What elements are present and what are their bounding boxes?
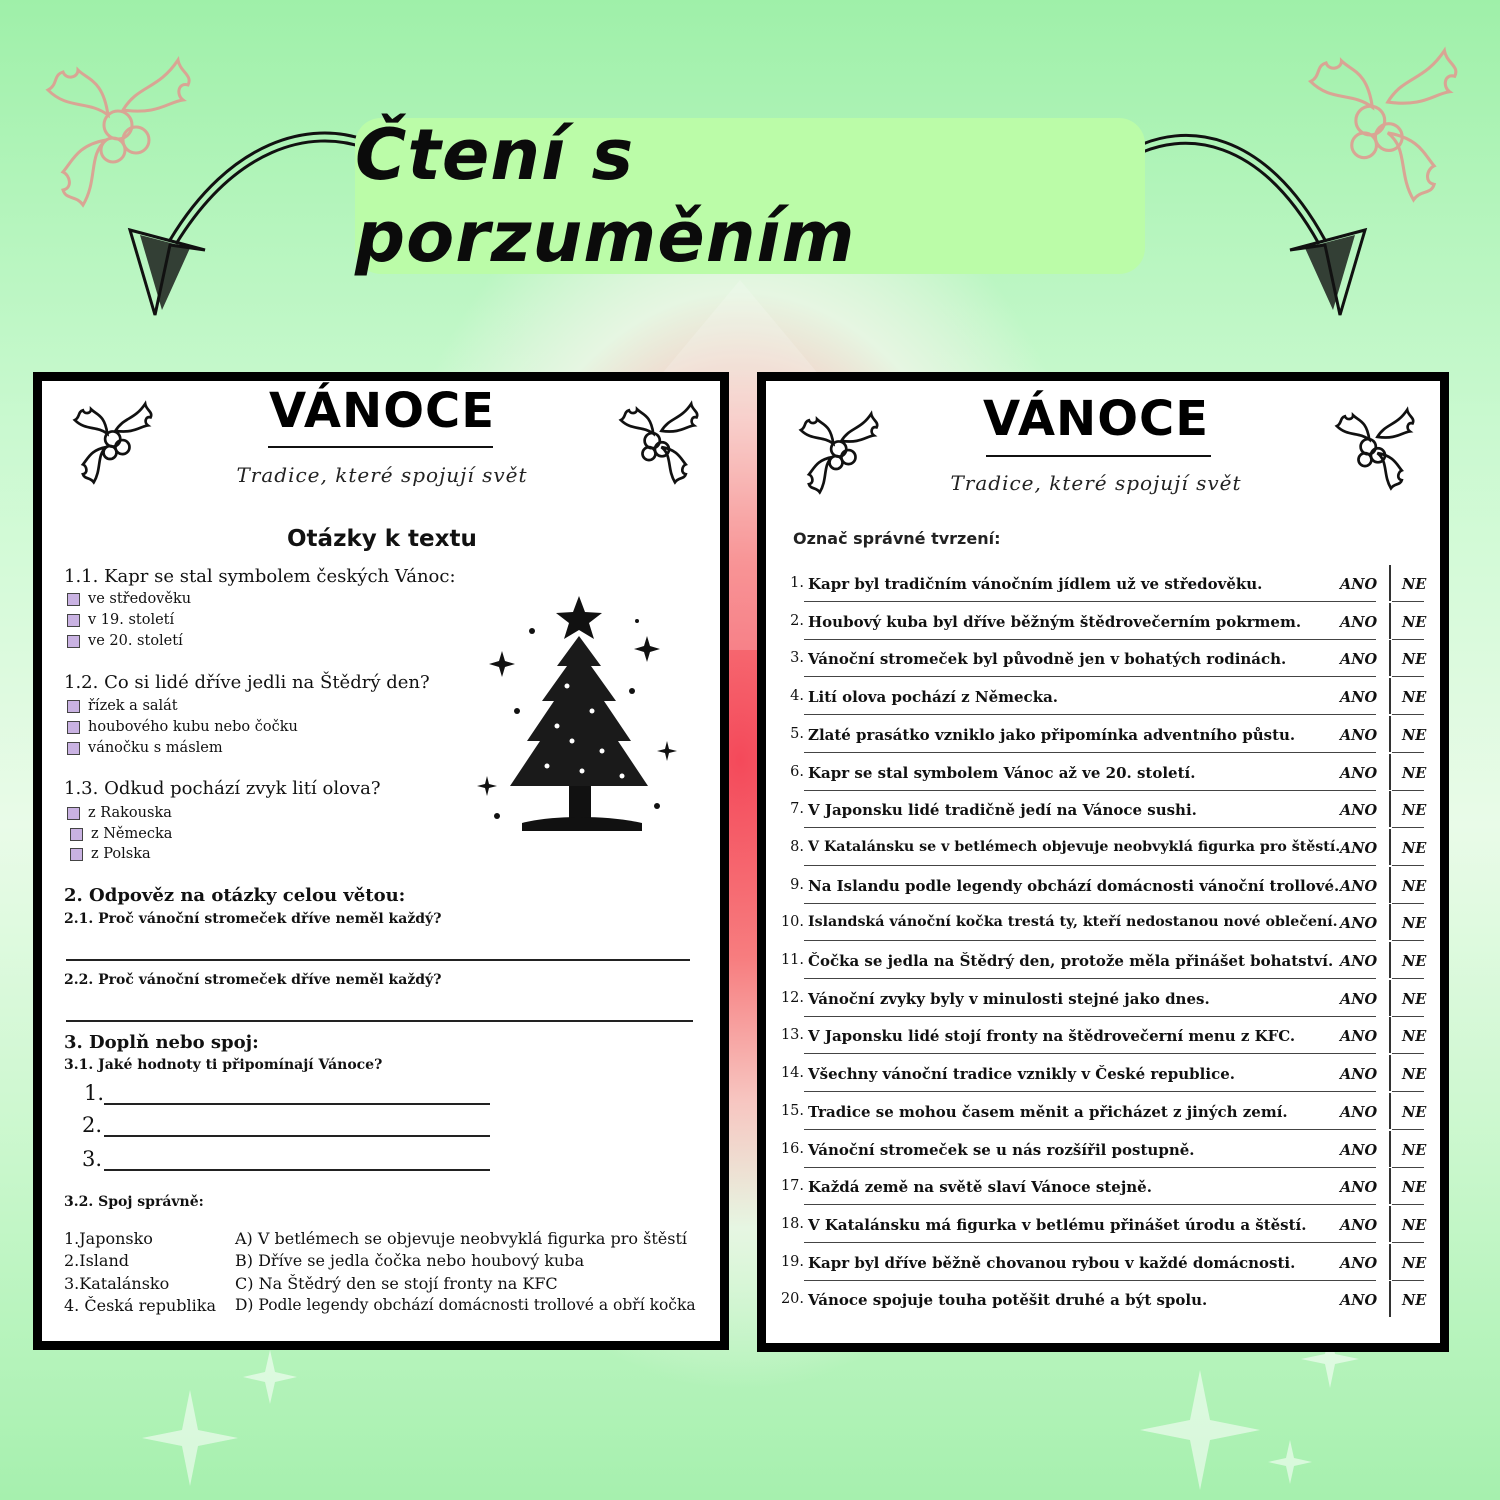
- row-divider: [1392, 1242, 1424, 1243]
- statement-text: Kapr se stal symbolem Vánoc až ve 20. století.: [808, 764, 1196, 782]
- answer-separator: [1389, 867, 1391, 903]
- row-divider: [1392, 639, 1424, 640]
- worksheet-questions: [33, 372, 729, 1350]
- checkbox-icon[interactable]: [67, 721, 80, 734]
- answer-yes[interactable]: ANO: [1340, 1179, 1378, 1196]
- sheet-title: VÁNOCE: [268, 383, 496, 439]
- statement-text: Islandská vánoční kočka trestá ty, kteří nedostanou nové oblečení.: [808, 914, 1338, 930]
- answer-separator: [1389, 1281, 1391, 1317]
- row-divider: [804, 1204, 1376, 1205]
- statement-text: Kapr byl dříve běžně chovanou rybou v každé domácnosti.: [808, 1254, 1296, 1272]
- option-1-3-b[interactable]: z Německa: [70, 826, 172, 842]
- answer-separator: [1389, 1055, 1391, 1091]
- statement-text: Čočka se jedla na Štědrý den, protože měla přinášet bohatství.: [808, 952, 1334, 970]
- statement-row: [774, 988, 1434, 1018]
- statement-text: V Japonsku lidé stojí fronty na štědrovečerní menu z KFC.: [808, 1027, 1296, 1045]
- statement-number: 12.: [780, 990, 804, 1006]
- statement-number: 19.: [780, 1254, 804, 1270]
- option-1-1-a[interactable]: ve středověku: [67, 591, 191, 607]
- statement-text: Vánoční stromeček byl původně jen v bohatých rodinách.: [808, 650, 1287, 668]
- row-divider: [1392, 790, 1424, 791]
- answer-yes[interactable]: ANO: [1340, 1217, 1378, 1234]
- row-divider: [1392, 827, 1424, 828]
- answer-no[interactable]: NE: [1402, 614, 1427, 631]
- option-1-2-b[interactable]: houbového kubu nebo čočku: [67, 719, 298, 735]
- row-divider: [1392, 978, 1424, 979]
- statement-row: [774, 1139, 1434, 1169]
- answer-no[interactable]: NE: [1402, 727, 1427, 744]
- checkbox-icon[interactable]: [67, 807, 80, 820]
- checkbox-icon[interactable]: [70, 848, 83, 861]
- statement-number: 14.: [780, 1065, 804, 1081]
- answer-no[interactable]: NE: [1402, 802, 1427, 819]
- statement-text: Každá země na světě slaví Vánoce stejně.: [808, 1178, 1152, 1196]
- holly-icon: [610, 393, 702, 485]
- option-1-2-c[interactable]: vánočku s máslem: [67, 740, 223, 756]
- statement-row: [774, 686, 1434, 716]
- statement-text: V Katalánsku má figurka v betlému přinášet úrodu a štěstí.: [808, 1216, 1307, 1234]
- row-divider: [1392, 903, 1424, 904]
- statement-row: [774, 912, 1434, 942]
- match-right-d[interactable]: D) Podle legendy obchází domácnosti trollové a obří kočka: [235, 1296, 696, 1314]
- holly-icon: [1326, 399, 1418, 491]
- statement-row: [774, 1252, 1434, 1282]
- statement-number: 1.: [790, 575, 804, 591]
- row-divider: [1392, 940, 1424, 941]
- sparkle-icon: [243, 1350, 297, 1404]
- row-divider: [804, 1167, 1376, 1168]
- statement-number: 15.: [780, 1103, 804, 1119]
- statement-row: [774, 837, 1434, 867]
- worksheet-true-false: [757, 372, 1449, 1352]
- statement-row: [774, 762, 1434, 792]
- row-divider: [804, 676, 1376, 677]
- answer-separator: [1389, 1168, 1391, 1204]
- row-divider: [804, 827, 1376, 828]
- row-divider: [804, 790, 1376, 791]
- row-divider: [804, 1280, 1376, 1281]
- curved-arrow-icon: [1115, 120, 1385, 330]
- statement-row: [774, 611, 1434, 641]
- checkbox-icon[interactable]: [67, 614, 80, 627]
- statement-text: Zlaté prasátko vzniklo jako připomínka adventního půstu.: [808, 726, 1296, 744]
- title-banner: [355, 114, 1145, 278]
- answer-yes[interactable]: ANO: [1340, 1066, 1378, 1083]
- answer-yes[interactable]: ANO: [1340, 765, 1378, 782]
- answer-yes[interactable]: ANO: [1340, 878, 1378, 895]
- statement-number: 4.: [790, 688, 804, 704]
- answer-separator: [1389, 904, 1391, 940]
- statement-text: Houbový kuba byl dříve běžným štědrovečerním pokrmem.: [808, 613, 1302, 631]
- answer-no[interactable]: NE: [1402, 576, 1427, 593]
- statement-number: 13.: [780, 1027, 804, 1043]
- answer-no[interactable]: NE: [1402, 651, 1427, 668]
- curved-arrow-icon: [110, 120, 380, 330]
- answer-separator: [1389, 603, 1391, 639]
- statement-row: [774, 950, 1434, 980]
- section-3-heading: 3. Doplň nebo spoj:: [64, 1032, 259, 1053]
- row-divider: [804, 1091, 1376, 1092]
- row-divider: [1392, 1280, 1424, 1281]
- checkbox-icon[interactable]: [70, 828, 83, 841]
- answer-separator: [1389, 1093, 1391, 1129]
- statement-row: [774, 1176, 1434, 1206]
- instruction-text: Označ správné tvrzení:: [793, 529, 1001, 548]
- question-3-1: 3.1. Jaké hodnoty ti připomínají Vánoce?: [64, 1057, 383, 1073]
- statement-row: [774, 1101, 1434, 1131]
- answer-no[interactable]: NE: [1402, 878, 1427, 895]
- row-divider: [1392, 752, 1424, 753]
- statement-text: Vánoce spojuje touha potěšit druhé a být spolu.: [808, 1291, 1208, 1309]
- answer-separator: [1389, 1244, 1391, 1280]
- answer-separator: [1389, 565, 1391, 601]
- answer-separator: [1389, 1017, 1391, 1053]
- answer-yes[interactable]: ANO: [1340, 1142, 1378, 1159]
- answer-yes[interactable]: ANO: [1340, 1104, 1378, 1121]
- statement-row: [774, 1289, 1434, 1319]
- answer-yes[interactable]: ANO: [1340, 689, 1378, 706]
- match-right-a[interactable]: A) V betlémech se objevuje neobvyklá figurka pro štěstí: [235, 1229, 687, 1248]
- question-1-3: 1.3. Odkud pochází zvyk lití olova?: [64, 778, 381, 799]
- sheet-title: VÁNOCE: [982, 391, 1210, 447]
- statement-number: 9.: [790, 877, 804, 893]
- answer-no[interactable]: NE: [1402, 765, 1427, 782]
- answer-yes[interactable]: ANO: [1340, 991, 1378, 1008]
- blank-number: 2.: [82, 1113, 103, 1137]
- row-divider: [804, 978, 1376, 979]
- answer-separator: [1389, 716, 1391, 752]
- answer-yes[interactable]: ANO: [1340, 727, 1378, 744]
- row-divider: [804, 601, 1376, 602]
- statement-number: 6.: [790, 764, 804, 780]
- answer-separator: [1389, 791, 1391, 827]
- option-1-3-c[interactable]: z Polska: [70, 846, 151, 862]
- checkbox-icon[interactable]: [67, 700, 80, 713]
- row-divider: [804, 1016, 1376, 1017]
- blank-line-2[interactable]: [104, 1135, 490, 1137]
- question-3-2: 3.2. Spoj správně:: [64, 1194, 204, 1210]
- statement-text: Vánoční zvyky byly v minulosti stejné jako dnes.: [808, 990, 1210, 1008]
- answer-no[interactable]: NE: [1402, 1142, 1427, 1159]
- answer-separator: [1389, 980, 1391, 1016]
- statement-number: 20.: [780, 1291, 804, 1307]
- statement-number: 10.: [780, 914, 804, 930]
- match-right-c[interactable]: C) Na Štědrý den se stojí fronty na KFC: [235, 1274, 558, 1293]
- statement-text: Lití olova pochází z Německa.: [808, 688, 1059, 706]
- title-divider: [986, 455, 1211, 457]
- statement-row: [774, 875, 1434, 905]
- match-left-2[interactable]: 2.Island: [64, 1251, 129, 1270]
- statement-text: V Japonsku lidé tradičně jedí na Vánoce sushi.: [808, 801, 1197, 819]
- statement-number: 17.: [780, 1178, 804, 1194]
- statement-text: Vánoční stromeček se u nás rozšířil postupně.: [808, 1141, 1195, 1159]
- section-2-heading: 2. Odpověz na otázky celou větou:: [64, 885, 406, 906]
- sparkle-icon: [1140, 1370, 1260, 1490]
- answer-separator: [1389, 640, 1391, 676]
- option-1-1-b[interactable]: v 19. století: [67, 612, 174, 628]
- option-1-2-a[interactable]: řízek a salát: [67, 698, 178, 714]
- sparkle-icon: [142, 1390, 238, 1486]
- answer-separator: [1389, 1206, 1391, 1242]
- statement-row: [774, 648, 1434, 678]
- row-divider: [1392, 865, 1424, 866]
- question-2-1: 2.1. Proč vánoční stromeček dříve neměl každý?: [64, 911, 442, 927]
- statement-number: 18.: [780, 1216, 804, 1232]
- answer-no[interactable]: NE: [1402, 1066, 1427, 1083]
- answer-separator: [1389, 942, 1391, 978]
- questions-heading: Otázky k textu: [287, 526, 477, 552]
- sheet-subtitle: Tradice, které spojují svět: [950, 471, 1242, 495]
- answer-line-2-1[interactable]: [66, 959, 690, 961]
- row-divider: [1392, 1091, 1424, 1092]
- banner-title: Čtení s porzuměním: [355, 114, 856, 278]
- answer-separator: [1389, 754, 1391, 790]
- answer-yes[interactable]: ANO: [1340, 840, 1378, 857]
- answer-no[interactable]: NE: [1402, 689, 1427, 706]
- statement-number: 11.: [780, 952, 804, 968]
- row-divider: [1392, 1129, 1424, 1130]
- answer-no[interactable]: NE: [1402, 991, 1427, 1008]
- christmas-tree-icon: [472, 591, 687, 851]
- row-divider: [804, 1053, 1376, 1054]
- statement-text: Všechny vánoční tradice vznikly v České republice.: [808, 1065, 1235, 1083]
- answer-no[interactable]: NE: [1402, 953, 1427, 970]
- option-1-1-c[interactable]: ve 20. století: [67, 633, 183, 649]
- question-1-1: 1.1. Kapr se stal symbolem českých Vánoc:: [64, 566, 456, 587]
- answer-no[interactable]: NE: [1402, 1255, 1427, 1272]
- statement-text: V Katalánsku se v betlémech objevuje neobvyklá figurka pro štěstí.: [808, 839, 1341, 855]
- answer-yes[interactable]: ANO: [1340, 651, 1378, 668]
- answer-no[interactable]: NE: [1402, 1028, 1427, 1045]
- row-divider: [1392, 1016, 1424, 1017]
- statement-number: 8.: [790, 839, 804, 855]
- answer-separator: [1389, 678, 1391, 714]
- option-1-3-a[interactable]: z Rakouska: [67, 805, 172, 821]
- answer-yes[interactable]: ANO: [1340, 1255, 1378, 1272]
- row-divider: [1392, 601, 1424, 602]
- checkbox-icon[interactable]: [67, 593, 80, 606]
- holly-icon: [790, 403, 882, 495]
- row-divider: [1392, 714, 1424, 715]
- row-divider: [804, 903, 1376, 904]
- question-1-2: 1.2. Co si lidé dříve jedli na Štědrý den?: [64, 672, 430, 693]
- row-divider: [1392, 1053, 1424, 1054]
- statement-text: Tradice se mohou časem měnit a přicházet z jiných zemí.: [808, 1103, 1288, 1121]
- answer-no[interactable]: NE: [1402, 1217, 1427, 1234]
- answer-no[interactable]: NE: [1402, 1292, 1427, 1309]
- blank-line-1[interactable]: [104, 1103, 490, 1105]
- sparkle-icon: [1268, 1440, 1312, 1484]
- answer-yes[interactable]: ANO: [1340, 802, 1378, 819]
- statement-number: 3.: [790, 650, 804, 666]
- row-divider: [804, 752, 1376, 753]
- statement-number: 5.: [790, 726, 804, 742]
- statement-number: 2.: [790, 613, 804, 629]
- answer-yes[interactable]: ANO: [1340, 953, 1378, 970]
- question-2-2: 2.2. Proč vánoční stromeček dříve neměl každý?: [64, 972, 442, 988]
- answer-line-2-2[interactable]: [66, 1020, 693, 1022]
- sheet-subtitle: Tradice, které spojují svět: [236, 463, 528, 487]
- answer-separator: [1389, 1131, 1391, 1167]
- answer-no[interactable]: NE: [1402, 1179, 1427, 1196]
- answer-no[interactable]: NE: [1402, 840, 1427, 857]
- statement-number: 7.: [790, 801, 804, 817]
- answer-no[interactable]: NE: [1402, 915, 1427, 932]
- match-left-4[interactable]: 4. Česká republika: [64, 1296, 216, 1315]
- blank-number: 3.: [82, 1147, 103, 1171]
- row-divider: [804, 714, 1376, 715]
- checkbox-icon[interactable]: [67, 742, 80, 755]
- row-divider: [1392, 676, 1424, 677]
- match-right-b[interactable]: B) Dříve se jedla čočka nebo houbový kuba: [235, 1251, 585, 1270]
- row-divider: [804, 1129, 1376, 1130]
- blank-line-3[interactable]: [104, 1169, 490, 1171]
- statement-row: [774, 1063, 1434, 1093]
- answer-yes[interactable]: ANO: [1340, 915, 1378, 932]
- answer-separator: [1389, 829, 1391, 865]
- statement-row: [774, 1025, 1434, 1055]
- statement-row: [774, 799, 1434, 829]
- row-divider: [804, 1242, 1376, 1243]
- title-divider: [268, 446, 493, 448]
- answer-no[interactable]: NE: [1402, 1104, 1427, 1121]
- row-divider: [1392, 1204, 1424, 1205]
- match-left-3[interactable]: 3.Katalánsko: [64, 1274, 170, 1293]
- statement-text: Kapr byl tradičním vánočním jídlem už ve středověku.: [808, 575, 1263, 593]
- answer-yes[interactable]: ANO: [1340, 1028, 1378, 1045]
- holly-icon: [64, 393, 156, 485]
- statement-row: [774, 1214, 1434, 1244]
- answer-yes[interactable]: ANO: [1340, 614, 1378, 631]
- match-left-1[interactable]: 1.Japonsko: [64, 1229, 153, 1248]
- checkbox-icon[interactable]: [67, 635, 80, 648]
- row-divider: [804, 940, 1376, 941]
- answer-yes[interactable]: ANO: [1340, 1292, 1378, 1309]
- row-divider: [804, 865, 1376, 866]
- statement-row: [774, 724, 1434, 754]
- statement-text: Na Islandu podle legendy obchází domácnosti vánoční trollové.: [808, 877, 1340, 895]
- row-divider: [1392, 1167, 1424, 1168]
- statement-number: 16.: [780, 1141, 804, 1157]
- statement-row: [774, 573, 1434, 603]
- answer-yes[interactable]: ANO: [1340, 576, 1378, 593]
- row-divider: [804, 639, 1376, 640]
- blank-number: 1.: [84, 1081, 105, 1105]
